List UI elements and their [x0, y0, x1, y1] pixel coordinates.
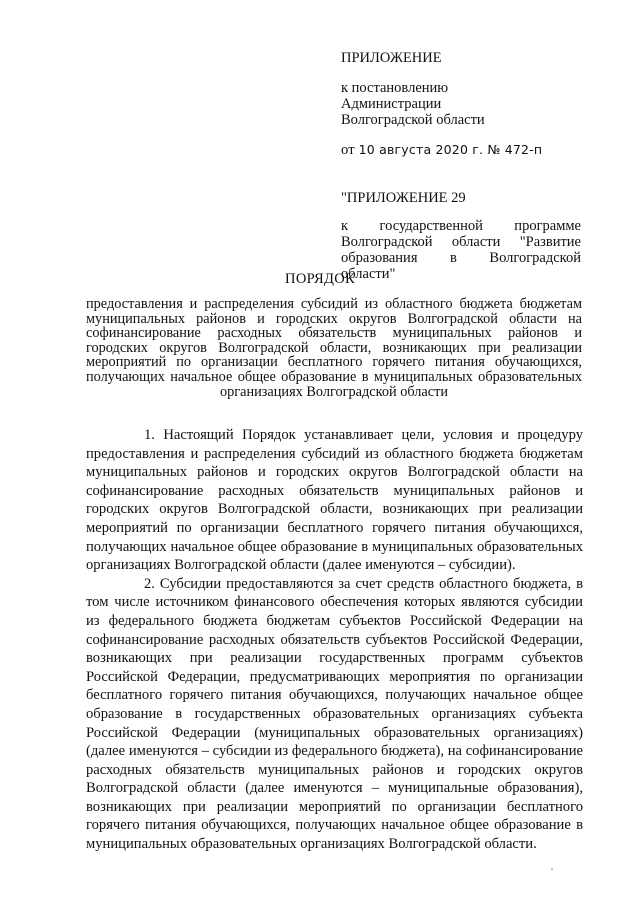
- appendix-header: [341, 50, 581, 282]
- appendix-29-text: к государственной программе Волгоградской области "Развитие образования в Волгоградской области": [341, 218, 581, 282]
- appendix-line-3: Волгоградской области: [341, 112, 485, 128]
- order-title: ПОРЯДОК: [285, 271, 355, 287]
- appendix-date-line: [341, 142, 581, 158]
- appendix-line-2: Администрации: [341, 96, 442, 112]
- appendix-line-1: к постановлению: [341, 80, 449, 96]
- appendix-title: ПРИЛОЖЕНИЕ: [341, 50, 442, 66]
- paragraph-1: 1. Настоящий Порядок устанавливает цели, условия и процедуру предоставления и распределения субсидий из областного бюджета бюджетам муниципальных районов и городских округов Волгоградской области на софинансирование расходных обязательств муниципальных районов и городских округов Волгоградской области, возникающих при реализации мероприятий по организации бесплатного горячего питания обучающихся, получающих начальное общее образование в муниципальных образовательных организациях Волгоградской области (далее именуются – субсидии).: [86, 427, 583, 574]
- paragraph-2: 2. Субсидии предоставляются за счет средств областного бюджета, в том числе источником финансового обеспечения которых являются субсидии из федерального бюджета бюджетам субъектов Российской Федерации на софинансирование расходных обязательств субъектов Российской Федерации, возникающих при реализации государственных программ субъектов Российской Федерации, предусматривающих мероприятия по организации бесплатного горячего питания обучающихся, получающих начальное общее образование в государственных образовательных организациях субъекта Российской Федерации (муниципальных образовательных организациях) (далее именуются – субсидии из федерального бюджета), на софинансирование расходных обязательств муниципальных районов и городских округов Волгоградской области (далее именуются – муниципальные образования), возникающих при реализации мероприятий по организации бесплатного горячего питания обучающихся, получающих начальное общее образование в муниципальных образовательных организациях Волгоградской области.: [86, 575, 583, 853]
- order-subtitle: предоставления и распределения субсидий из областного бюджета бюджетам муниципальных районов и городских округов Волгоградской области на софинансирование расходных обязательств муниципальных районов и городских округов Волгоградской области, возникающих при реализации мероприятий по организации бесплатного горячего питания обучающихся, получающих начальное общее образование в муниципальных образовательных организациях Волгоградской области: [86, 296, 582, 400]
- date-prefix: от: [341, 142, 355, 158]
- date-value: 10 августа 2020 г. № 472-п: [358, 142, 543, 157]
- appendix-29-title: "ПРИЛОЖЕНИЕ 29: [341, 190, 466, 206]
- scan-speck: [551, 868, 553, 870]
- document-body: [86, 426, 583, 854]
